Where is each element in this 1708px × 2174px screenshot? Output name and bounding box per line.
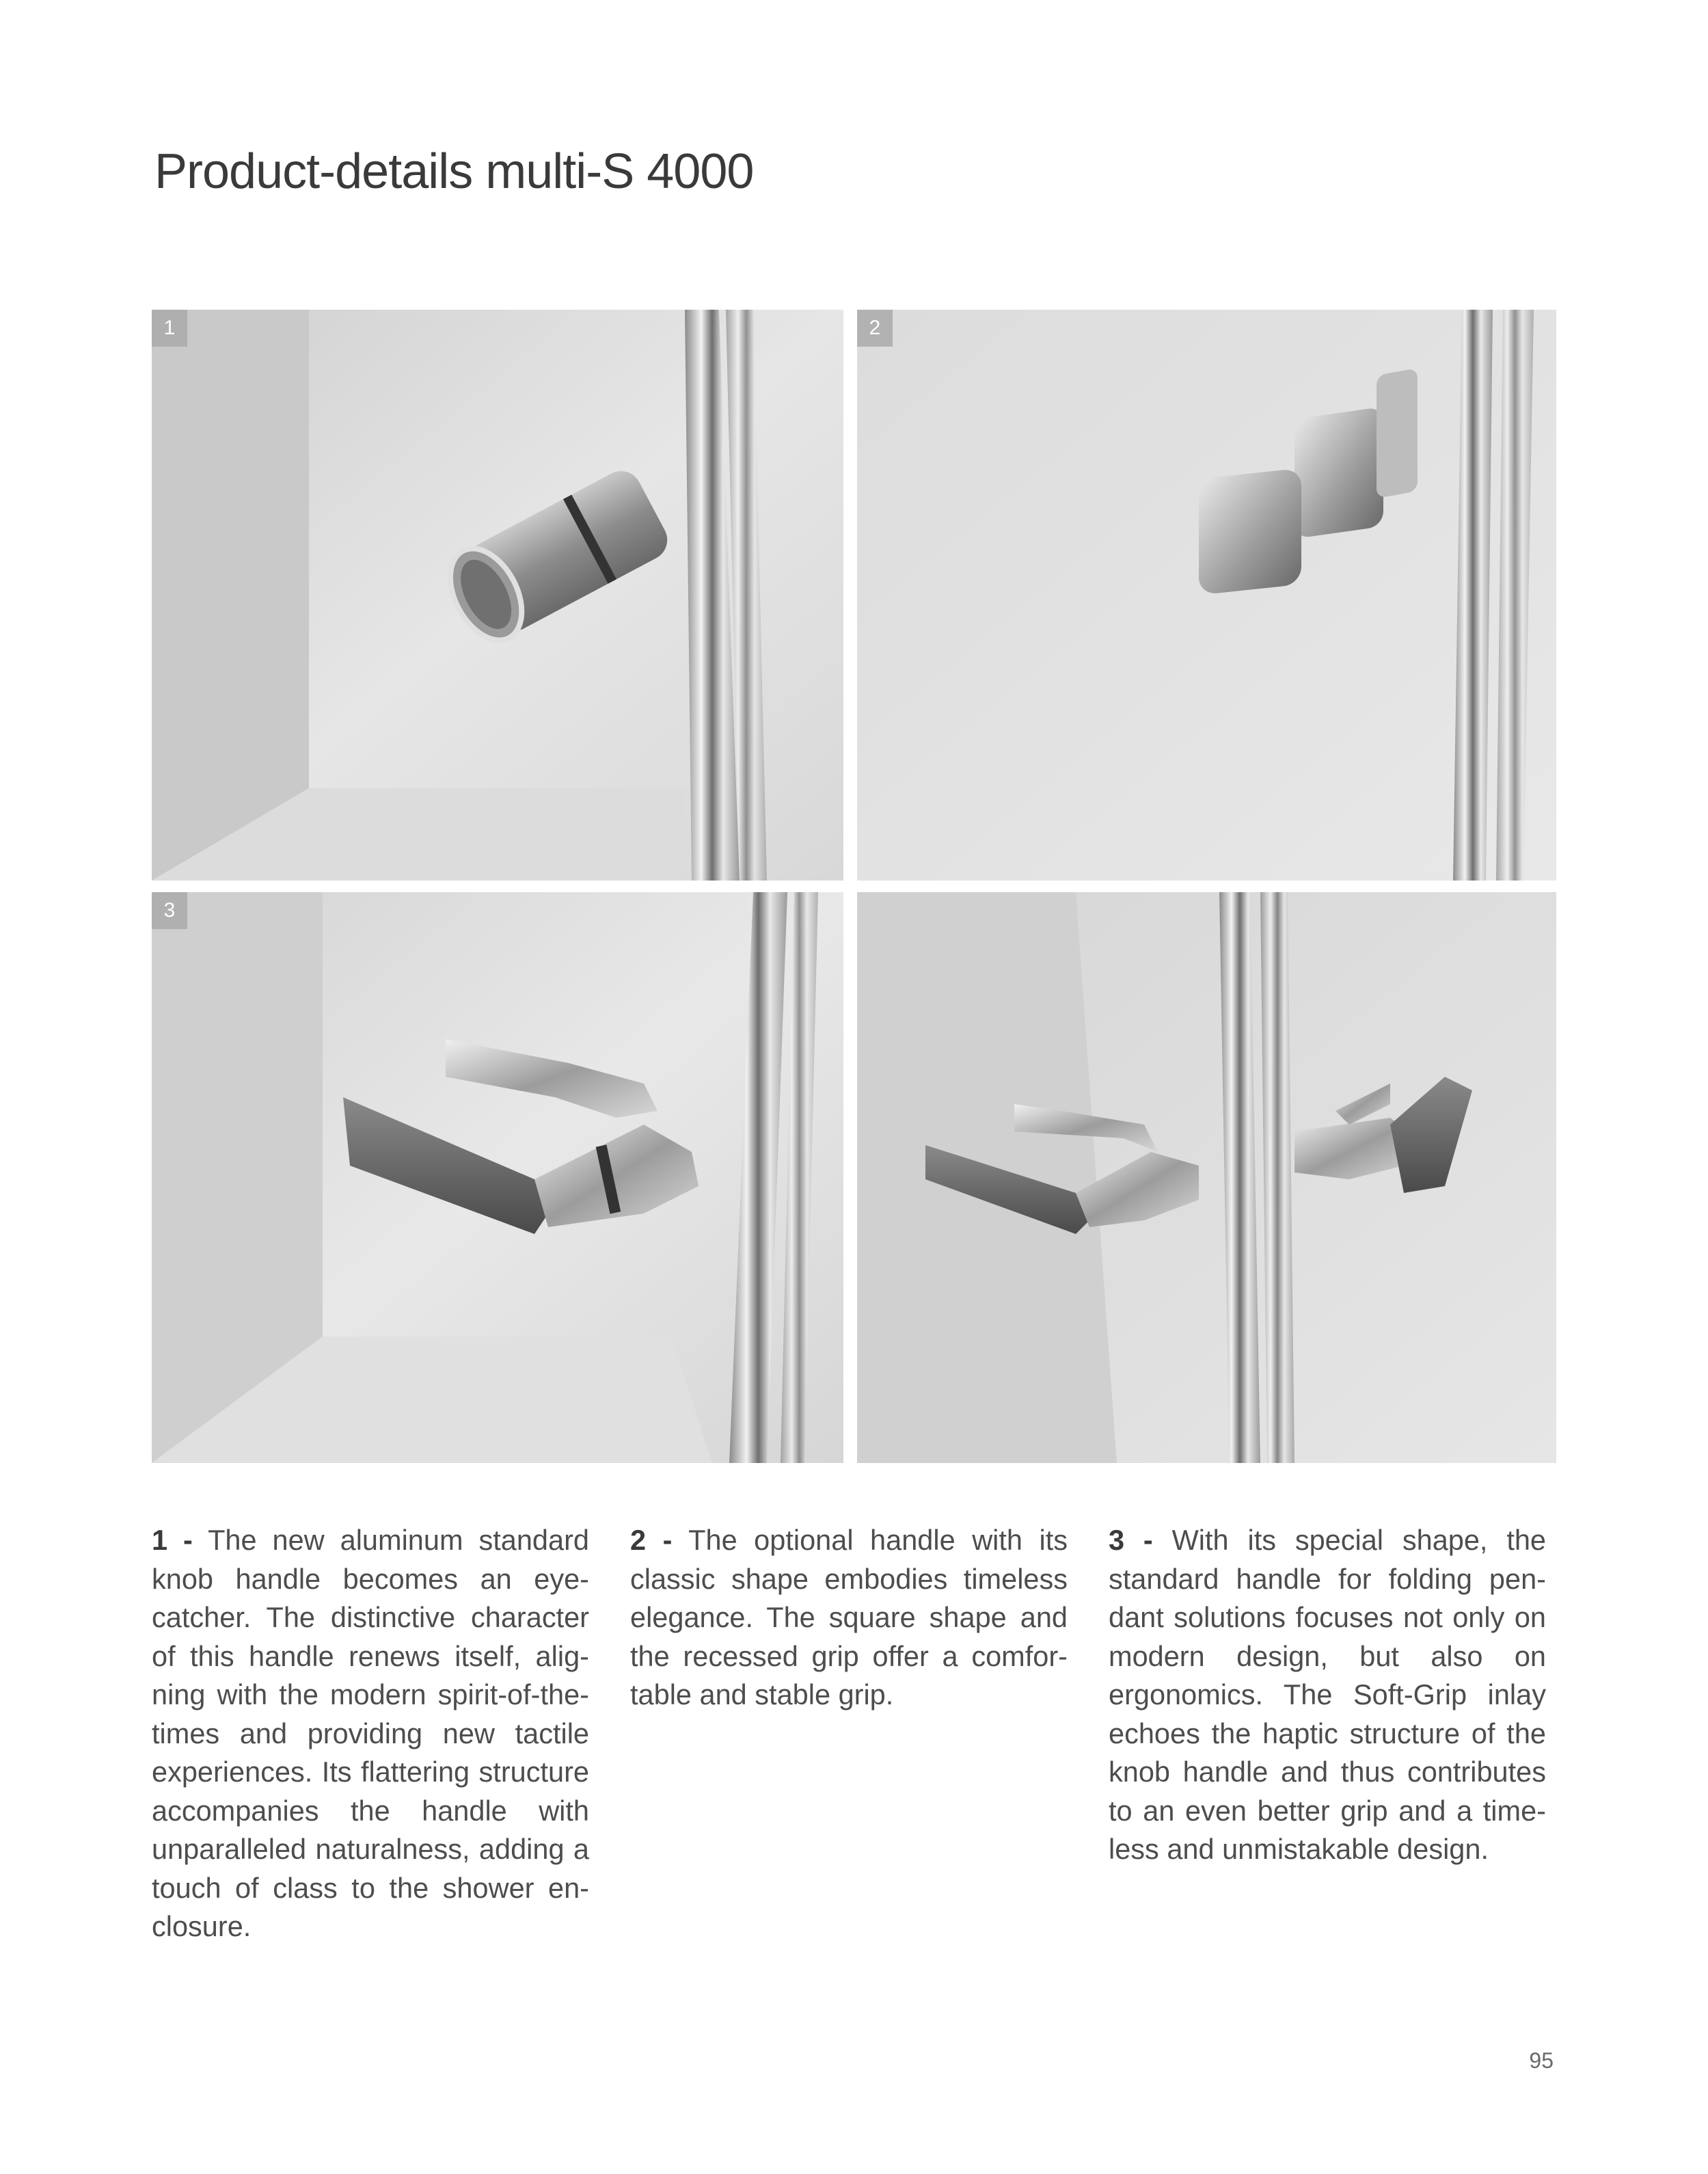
caption-1-text: The new aluminum standard knob handle becomes an eyecatcher. The distinctive character of this handle renews itself, aligning with the modern spirit-of-the-times and providing new tactile experiences. Its flattering structure accompanies the handle with unparalleled naturalness, adding a touch of class to the shower enclosure. [152, 1524, 589, 1942]
pendant-handles-illustration [857, 892, 1556, 1463]
caption-2-number: 2 - [630, 1524, 673, 1556]
caption-3-text: With its special shape, the standard handle for folding pendant solutions focuses not only on modern design, but also on ergonomics. The Soft-Grip inlay echoes the haptic structure of the knob handle and thus contributes to an even better grip and a timeless and unmistakable design. [1109, 1524, 1547, 1865]
photo-lever-handle [152, 892, 843, 1463]
figure-label-3: 3 [152, 892, 187, 929]
photo-knob-handle [152, 310, 843, 881]
square-handle-illustration [857, 310, 1556, 881]
knob-handle-illustration [152, 310, 843, 881]
figure-label-2: 2 [857, 310, 893, 347]
captions-row [152, 1521, 1558, 1946]
figure-label-1: 1 [152, 310, 187, 347]
lever-handle-illustration [152, 892, 843, 1463]
caption-3 [1109, 1521, 1546, 1946]
photo-pendant-handles [857, 892, 1556, 1463]
photo-square-handle [857, 310, 1556, 881]
caption-2-text: The optional handle with its classic shape embodies timeless elegance. The square shape and the recessed grip offer a comfortable and stable grip. [630, 1524, 1068, 1710]
page-title: Product-details multi-S 4000 [154, 144, 754, 199]
page-number: 95 [1529, 2048, 1554, 2073]
caption-3-number: 3 - [1109, 1524, 1153, 1556]
caption-1-number: 1 - [152, 1524, 193, 1556]
caption-1 [152, 1521, 589, 1946]
caption-2 [630, 1521, 1068, 1946]
